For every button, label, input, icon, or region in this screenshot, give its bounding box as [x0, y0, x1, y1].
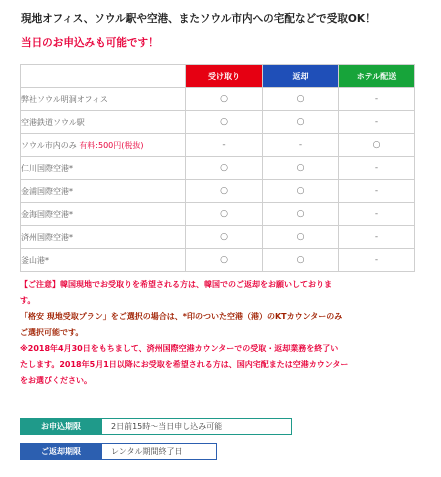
- table-row: [21, 203, 415, 226]
- pickup-availability: -: [186, 134, 263, 157]
- pickup-return-table: [20, 64, 415, 272]
- notes: [20, 277, 420, 389]
- note-jeju-counter-closing: [20, 341, 420, 389]
- table-row: [21, 157, 415, 180]
- hotel-availability: -: [339, 157, 415, 180]
- return-availability: ○: [263, 180, 339, 203]
- header-pickup: 受け取り: [186, 65, 263, 88]
- pickup-availability: ○: [186, 226, 263, 249]
- return-availability: ○: [263, 111, 339, 134]
- table-row: [21, 226, 415, 249]
- table-header-row: [21, 65, 415, 88]
- return-deadline: [20, 443, 217, 460]
- location-cell: [21, 226, 186, 249]
- application-deadline: [20, 418, 292, 435]
- hotel-availability: ○: [339, 134, 415, 157]
- location-cell: [21, 203, 186, 226]
- hotel-availability: -: [339, 203, 415, 226]
- location-name: 空港鉄道ソウル駅: [21, 117, 85, 127]
- note-budget-plan: [20, 309, 420, 341]
- location-cell: [21, 249, 186, 272]
- application-deadline-value: 2日前15時～当日申し込み可能: [102, 418, 292, 435]
- subline: 当日のお申込みも可能です！: [21, 37, 159, 49]
- location-name: 釜山港*: [21, 255, 49, 265]
- note-return-in-korea: [20, 277, 420, 309]
- pickup-availability: ○: [186, 249, 263, 272]
- note-1-line-2: す。: [20, 296, 36, 305]
- location-cell: [21, 88, 186, 111]
- pickup-availability: ○: [186, 111, 263, 134]
- pickup-availability: ○: [186, 88, 263, 111]
- hotel-availability: -: [339, 88, 415, 111]
- table-row: [21, 180, 415, 203]
- note-3-line-2: たします。2018年5月1日以降にお受取を希望される方は、国内宅配または空港カウンター: [20, 360, 349, 369]
- table-row: [21, 134, 415, 157]
- location-name: ソウル市内のみ: [21, 140, 80, 150]
- location-name: 仁川国際空港*: [21, 163, 73, 173]
- location-name: 金海国際空港*: [21, 209, 73, 219]
- hotel-availability: -: [339, 180, 415, 203]
- application-deadline-label: お申込期限: [20, 418, 102, 435]
- hotel-availability: -: [339, 111, 415, 134]
- note-3-line-1: ※2018年4月30日をもちまして、済州国際空港カウンターでの受取・返却業務を終了い: [20, 344, 339, 353]
- location-name: 金浦国際空港*: [21, 186, 73, 196]
- delivery-fee: 有料:500円(税抜): [79, 140, 144, 150]
- pickup-availability: ○: [186, 157, 263, 180]
- return-availability: ○: [263, 203, 339, 226]
- return-availability: ○: [263, 88, 339, 111]
- return-deadline-value: レンタル期間終了日: [102, 443, 217, 460]
- location-cell: [21, 180, 186, 203]
- return-availability: -: [263, 134, 339, 157]
- location-cell: [21, 134, 186, 157]
- note-2-line-1: 「格安 現地受取プラン」をご選択の場合は、*印のついた空港（港）のKTカウンターのみ: [20, 312, 343, 321]
- location-name: 弊社ソウル明洞オフィス: [21, 94, 108, 104]
- note-1-line-1: 【ご注意】韓国現地でお受取りを希望される方は、韓国でのご返却をお願いしておりま: [20, 280, 332, 289]
- return-availability: ○: [263, 157, 339, 180]
- pickup-availability: ○: [186, 180, 263, 203]
- table-row: [21, 249, 415, 272]
- return-deadline-label: ご返却期限: [20, 443, 102, 460]
- headline: 現地オフィス、ソウル駅や空港、またソウル市内への宅配などで受取OK！: [21, 13, 376, 25]
- header-hotel-delivery: ホテル配送: [339, 65, 415, 88]
- hotel-availability: -: [339, 226, 415, 249]
- header-return: 返却: [263, 65, 339, 88]
- table-row: [21, 111, 415, 134]
- return-availability: ○: [263, 249, 339, 272]
- location-cell: [21, 111, 186, 134]
- note-3-line-3: をお選びください。: [20, 376, 92, 385]
- pickup-availability: ○: [186, 203, 263, 226]
- header-blank-cell: [21, 65, 186, 88]
- return-availability: ○: [263, 226, 339, 249]
- table-row: [21, 88, 415, 111]
- hotel-availability: -: [339, 249, 415, 272]
- location-cell: [21, 157, 186, 180]
- location-name: 済州国際空港*: [21, 232, 73, 242]
- note-2-line-2: ご選択可能です。: [20, 328, 84, 337]
